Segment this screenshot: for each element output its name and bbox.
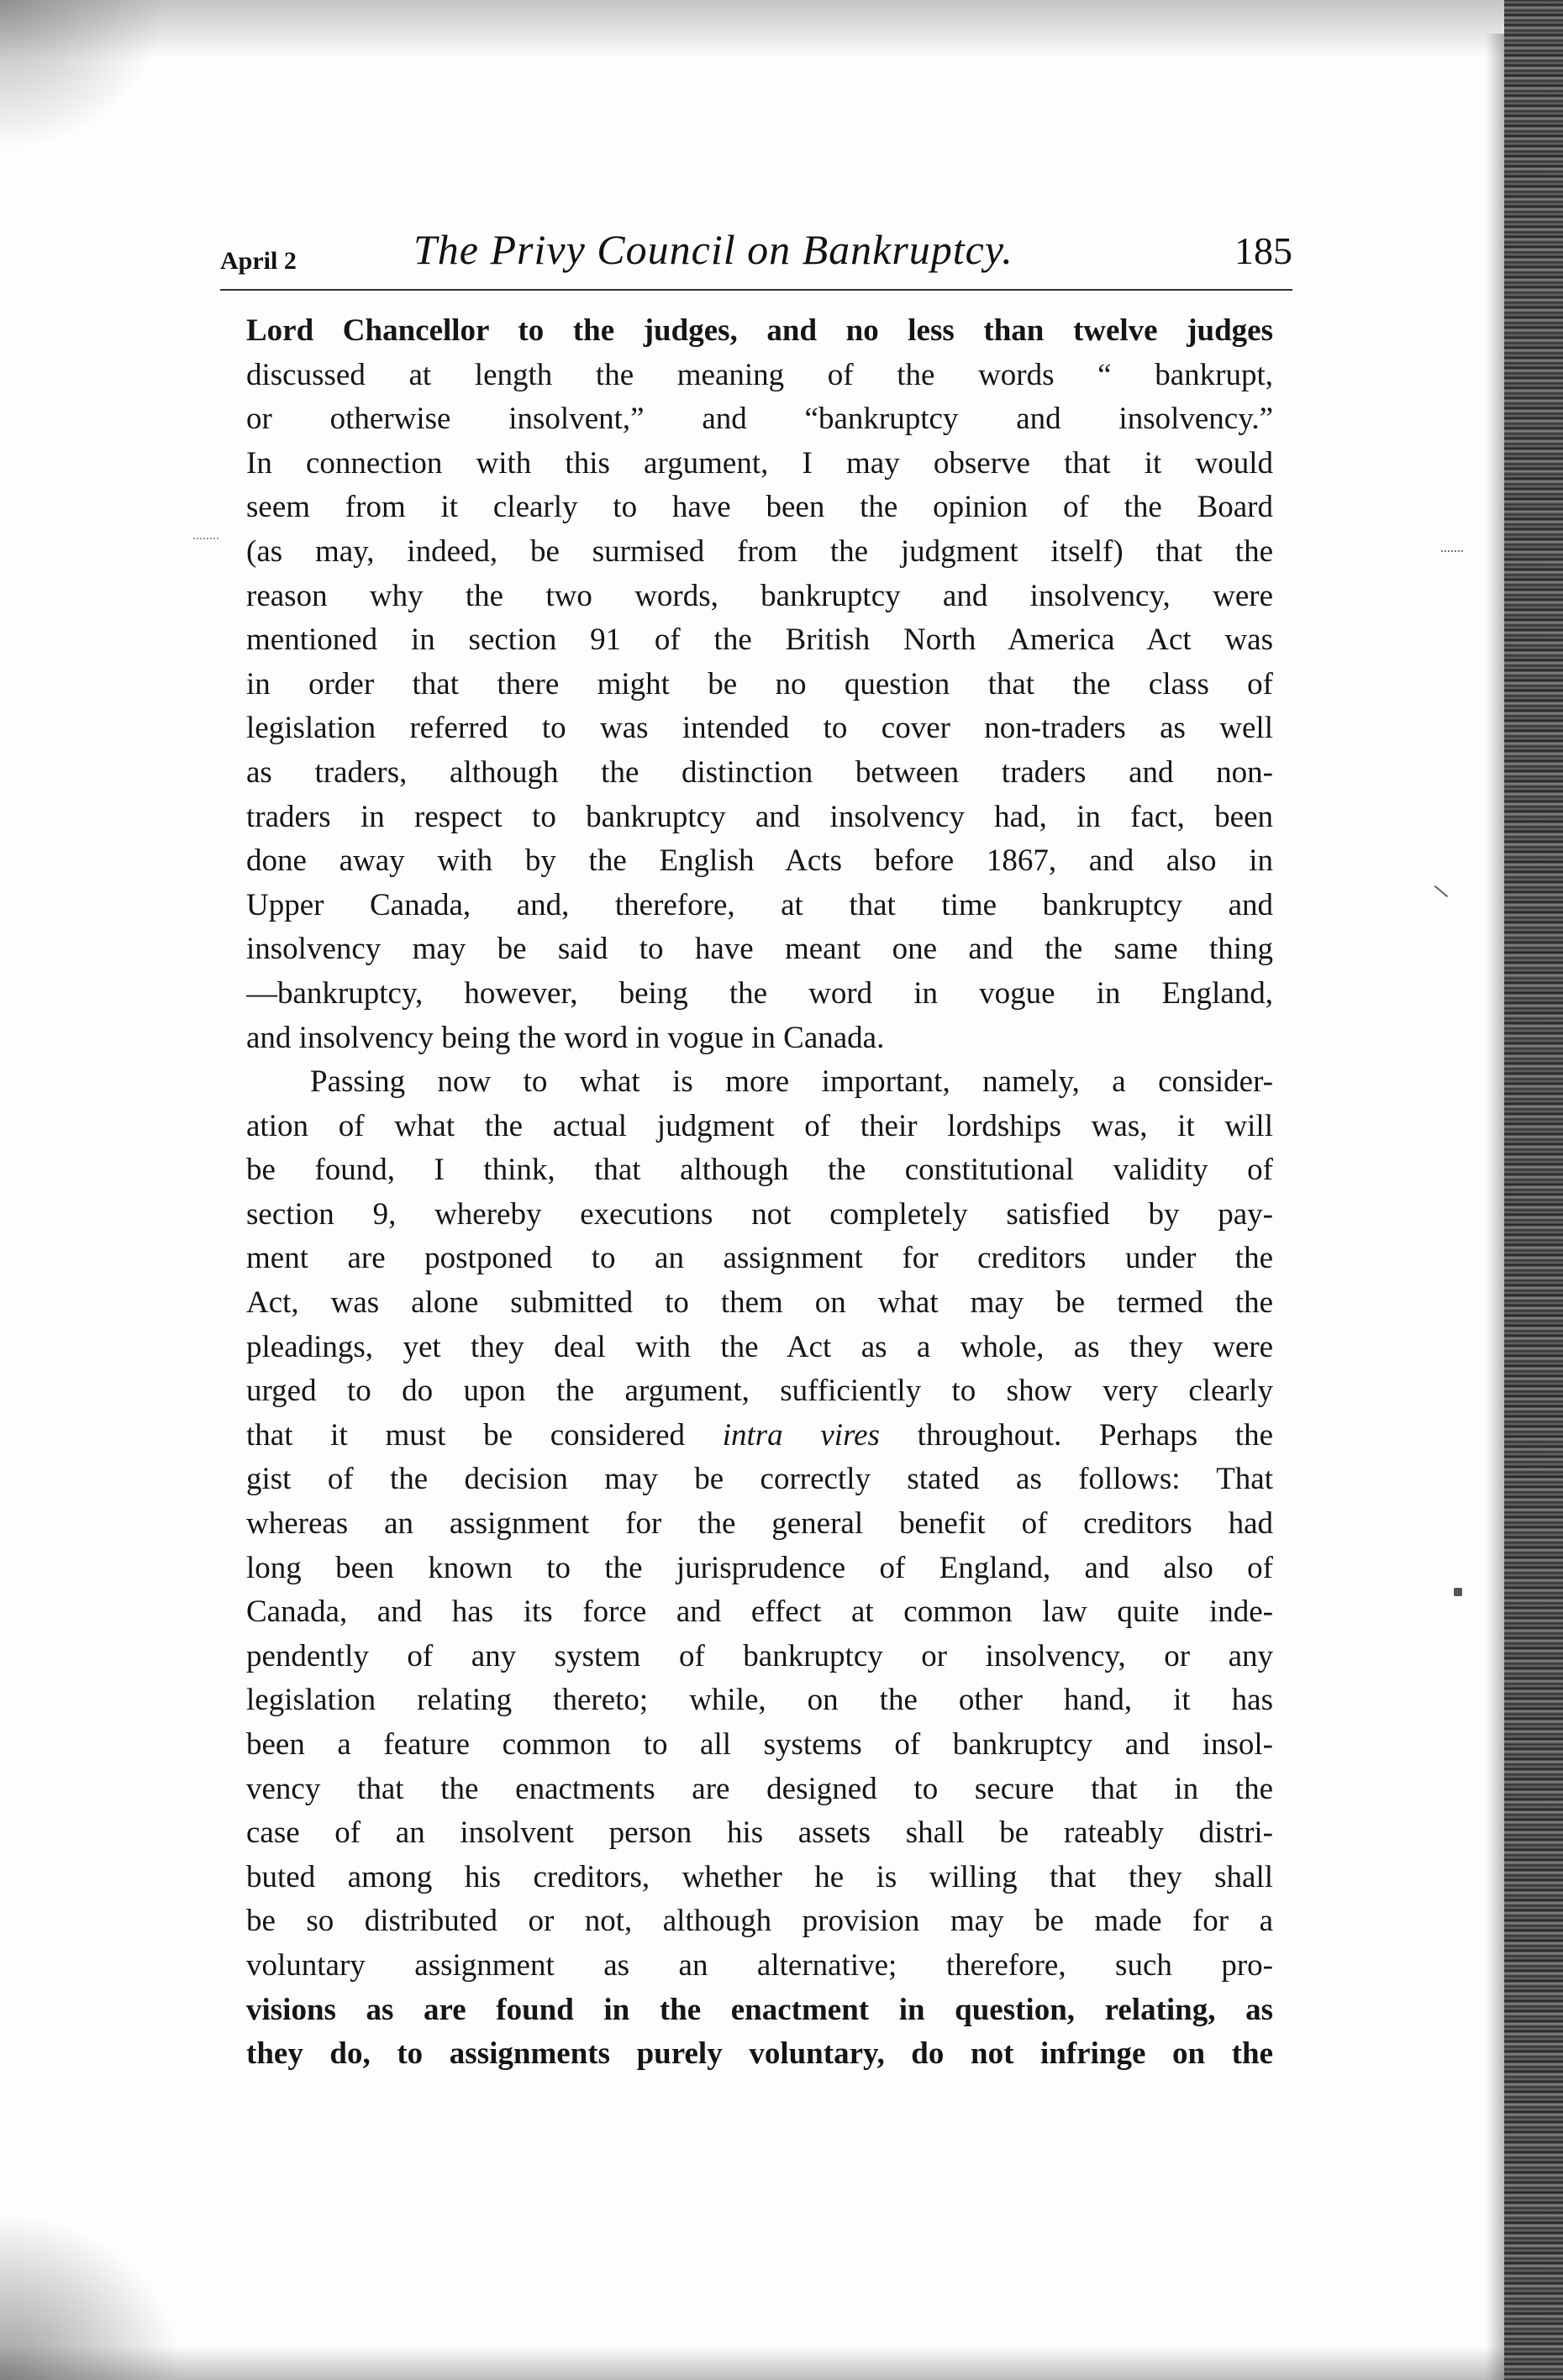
header-title: The Privy Council on Bankruptcy. [413, 226, 1013, 273]
text-line: pendently of any system of bankruptcy or insolvency, or any [246, 1638, 1273, 1673]
text-line: long been known to the jurisprudence of England, and also of [246, 1550, 1273, 1585]
text-line: Canada, and has its force and effect at common law quite inde- [246, 1595, 1273, 1630]
italic-line-prefix: that it must be considered [246, 1417, 723, 1453]
body-text [246, 309, 1273, 2077]
text-line: Act, was alone submitted to them on what may be termed the [246, 1285, 1273, 1321]
text-line: traders in respect to bankruptcy and insolvency had, in fact, been [246, 799, 1273, 834]
text-line: ation of what the actual judgment of their lordships was, it will [246, 1108, 1273, 1143]
margin-mark [193, 538, 218, 539]
text-line: in order that there might be no question that the class of [246, 666, 1273, 701]
running-head [220, 225, 1292, 284]
text-line: they do, to assignments purely voluntary, do not infringe on the [246, 2036, 1273, 2072]
text-line: or otherwise insolvent,” and “bankruptcy and insolvency.” [246, 402, 1273, 437]
margin-mark [1454, 1588, 1462, 1596]
page-number: 185 [1234, 229, 1292, 272]
paragraph-1 [246, 309, 1273, 1060]
text-line: voluntary assignment as an alternative; therefore, such pro- [246, 1947, 1273, 1983]
text-line: pleadings, yet they deal with the Act as a whole, as they were [246, 1329, 1273, 1364]
text-line-with-italic [246, 1414, 1273, 1458]
text-line: Lord Chancellor to the judges, and no less than twelve judges [246, 313, 1273, 348]
text-line: —bankruptcy, however, being the word in vogue in England, [246, 975, 1273, 1011]
text-line: and insolvency being the word in vogue in Canada. [246, 1020, 885, 1055]
text-line: as traders, although the distinction between traders and non- [246, 754, 1273, 790]
paragraph-2 [246, 1060, 1273, 2077]
scan-shadow-gutter [1486, 34, 1504, 2380]
scan-shadow-bottom [0, 2346, 1563, 2380]
italic-phrase: intra vires [722, 1417, 880, 1453]
text-line: be so distributed or not, although provision may be made for a [246, 1904, 1273, 1939]
text-line: section 9, whereby executions not completely satisfied by pay- [246, 1196, 1273, 1232]
header-rule [220, 289, 1292, 291]
italic-line-suffix: throughout. Perhaps the [879, 1417, 1273, 1453]
text-line: legislation relating thereto; while, on the other hand, it has [246, 1683, 1273, 1718]
text-line: done away with by the English Acts before 1867, and also in [246, 843, 1273, 879]
scan-shadow-corner-top-left [0, 0, 168, 151]
text-line: be found, I think, that although the constitutional validity of [246, 1153, 1273, 1188]
text-line: gist of the decision may be correctly stated as follows: That [246, 1462, 1273, 1497]
text-line: mentioned in section 91 of the British North America Act was [246, 623, 1273, 658]
text-line: vency that the enactments are designed to secure that in the [246, 1771, 1273, 1806]
text-line: In connection with this argument, I may observe that it would [246, 445, 1273, 481]
scan-binding-edge [1504, 0, 1563, 2380]
margin-mark [1434, 885, 1449, 897]
text-line: Passing now to what is more important, namely, a consider- [310, 1064, 1273, 1100]
text-line: whereas an assignment for the general benefit of creditors had [246, 1506, 1273, 1542]
text-line: reason why the two words, bankruptcy and insolvency, were [246, 578, 1273, 613]
header-date: April 2 [220, 247, 297, 275]
text-line: legislation referred to was intended to cover non-traders as well [246, 711, 1273, 746]
text-line: case of an insolvent person his assets shall be rateably distri- [246, 1815, 1273, 1851]
text-line: discussed at length the meaning of the words “ bankrupt, [246, 357, 1273, 392]
text-line: urged to do upon the argument, sufficiently to show very clearly [246, 1374, 1273, 1409]
text-line: buted among his creditors, whether he is willing that they shall [246, 1859, 1273, 1894]
text-line: been a feature common to all systems of bankruptcy and insol- [246, 1727, 1273, 1762]
text-line: (as may, indeed, be surmised from the judgment itself) that the [246, 533, 1273, 569]
text-line: Upper Canada, and, therefore, at that time bankruptcy and [246, 887, 1273, 922]
text-line: insolvency may be said to have meant one and the same thing [246, 932, 1273, 967]
margin-mark [1441, 550, 1463, 552]
text-line: visions as are found in the enactment in question, relating, as [246, 1992, 1273, 2027]
text-line: seem from it clearly to have been the opinion of the Board [246, 490, 1273, 525]
text-line: ment are postponed to an assignment for creditors under the [246, 1241, 1273, 1276]
scan-shadow-top [0, 0, 1563, 59]
